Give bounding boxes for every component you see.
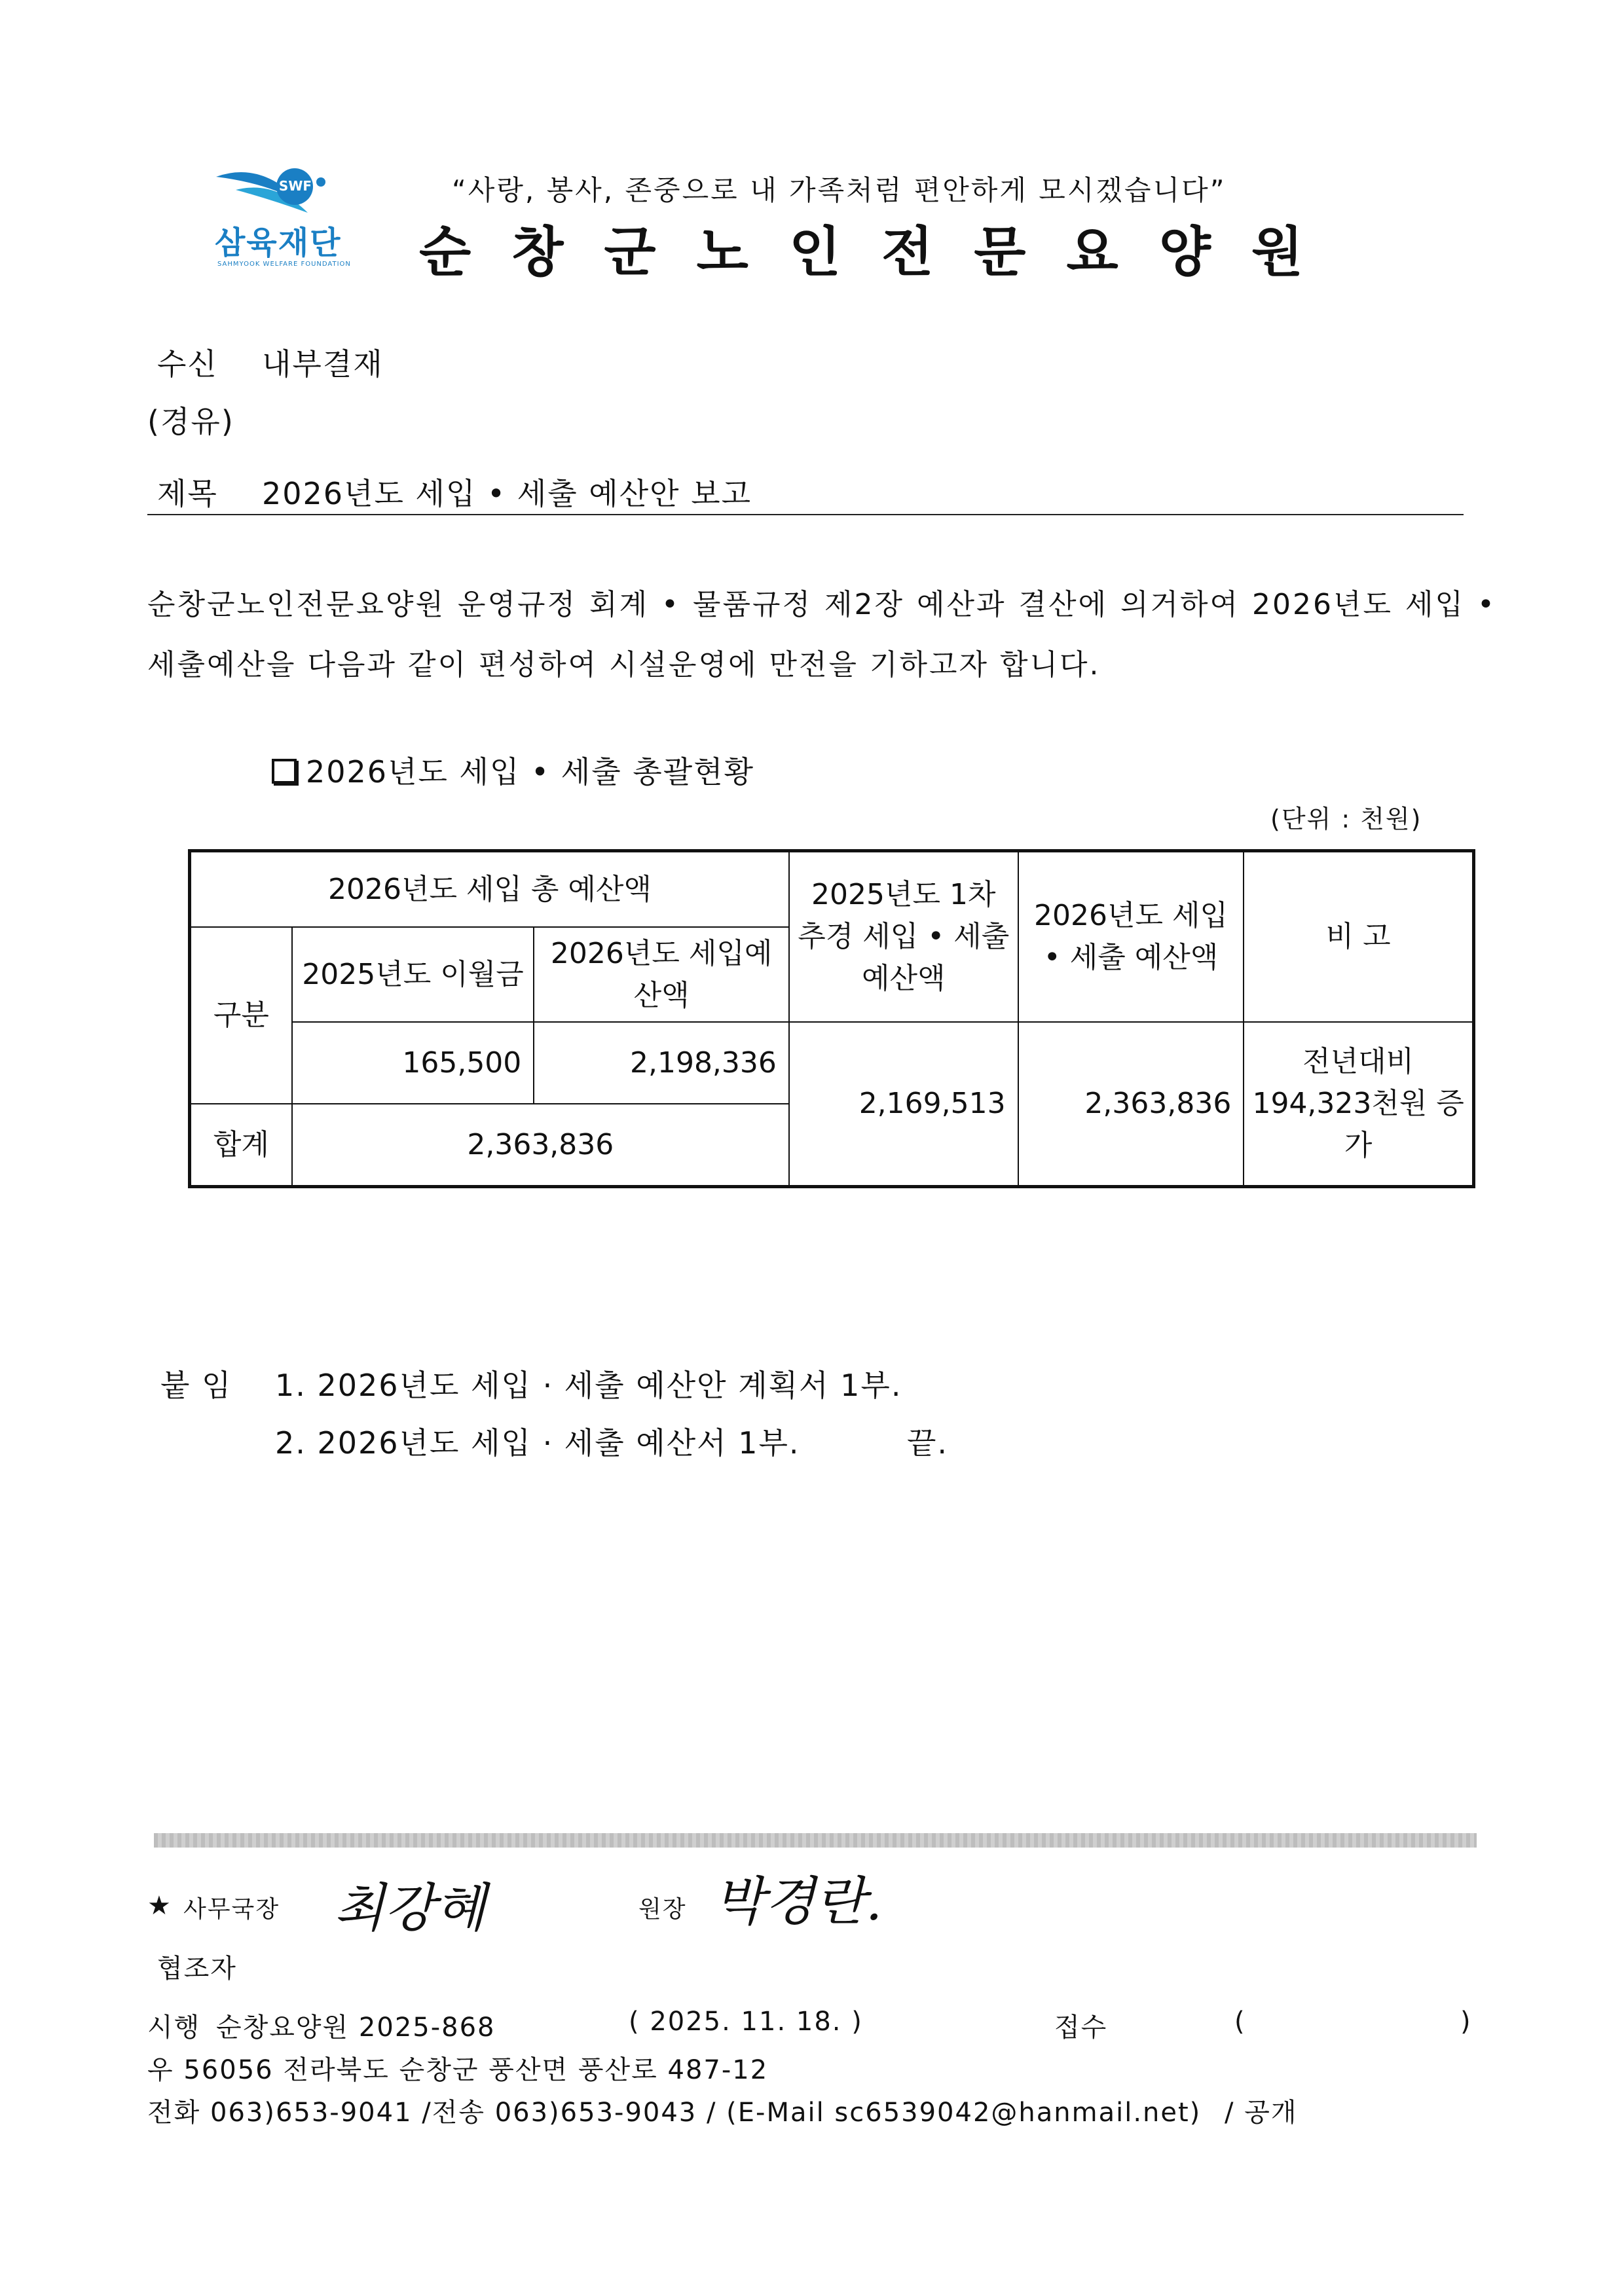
cell-carryover: 165,500	[292, 1022, 534, 1104]
disclosure: / 공개	[1225, 2098, 1298, 2128]
logo-name: 삼육재단	[215, 225, 342, 261]
receipt-close: )	[1460, 2007, 1472, 2037]
subject-label: 제목	[157, 476, 218, 511]
receipt-label: 접수	[1054, 2013, 1108, 2043]
doc-number: 순창요양원 2025-868	[216, 2013, 496, 2043]
slogan: “사랑, 봉사, 존중으로 내 가족처럼 편안하게 모시겠습니다”	[452, 174, 1227, 206]
attachment-label: 붙 임	[160, 1368, 232, 1403]
address: 우 56056 전라북도 순창군 풍산면 풍산로 487-12	[147, 2055, 769, 2085]
attachment-item-2: 2. 2026년도 세입 · 세출 예산서 1부.	[275, 1425, 800, 1461]
header-revenue-budget: 2026년도 세입예산액	[534, 927, 789, 1022]
star-icon: ★	[147, 1891, 172, 1921]
total-value: 2,363,836	[292, 1104, 789, 1186]
body-paragraph: 순창군노인전문요양원 운영규정 회계 • 물품규정 제2장 예산과 결산에 의거하여 2026년도 세입 • 세출예산을 다음과 같이 편성하여 시설운영에 만전을 기하고자 합니다.	[147, 588, 1496, 682]
director-signature: 박경란.	[714, 1871, 883, 1932]
logo-subtitle: SAHMYOOK WELFARE FOUNDATION	[217, 261, 351, 268]
cell-budget-2026: 2,363,836	[1018, 1022, 1244, 1186]
budget-summary-table	[190, 851, 1473, 1186]
via-label: (경유)	[147, 404, 234, 439]
header-revenue-total: 2026년도 세입 총 예산액	[191, 852, 789, 927]
total-label: 합계	[191, 1104, 292, 1186]
director-label: 원장	[638, 1896, 687, 1923]
enforcement-label: 시행	[147, 2013, 201, 2043]
secretary-label: 사무국장	[183, 1896, 280, 1923]
checkbox-icon	[272, 759, 297, 784]
header-carryover: 2025년도 이월금	[292, 927, 534, 1022]
org-title: 순창군노인전문요양원	[419, 221, 1344, 283]
unit-label: (단위 : 천원)	[1270, 805, 1422, 833]
recipient-value: 내부결재	[262, 346, 384, 382]
header-category: 구분	[191, 927, 292, 1104]
secretary-signature: 최강혜	[334, 1878, 486, 1939]
section-title: 2026년도 세입 • 세출 총괄현황	[306, 754, 755, 790]
receipt-open: (	[1234, 2007, 1246, 2037]
enforcement-date: ( 2025. 11. 18. )	[629, 2007, 863, 2037]
attachment-item-1: 1. 2026년도 세입 · 세출 예산안 계획서 1부.	[275, 1368, 902, 1403]
header-budget-2026: 2026년도 세입 • 세출 예산액	[1018, 852, 1244, 1022]
subject-value: 2026년도 세입 • 세출 예산안 보고	[262, 476, 752, 511]
cell-supplementary: 2,169,513	[789, 1022, 1018, 1186]
subject-underline	[147, 514, 1464, 515]
header-supplementary: 2025년도 1차 추경 세입 • 세출 예산액	[789, 852, 1018, 1022]
end-mark: 끝.	[907, 1425, 949, 1461]
divider-bar	[154, 1833, 1477, 1848]
section-heading	[272, 748, 754, 792]
header-remarks: 비 고	[1244, 852, 1473, 1022]
logo-badge: SWF	[278, 178, 312, 194]
logo	[210, 164, 367, 275]
cell-revenue-budget: 2,198,336	[534, 1022, 789, 1104]
cell-remarks: 전년대비 194,323천원 증가	[1244, 1022, 1473, 1186]
contact: 전화 063)653-9041 /전송 063)653-9043 / (E-Mail sc6539042@hanmail.net)	[147, 2098, 1202, 2128]
recipient-label: 수신	[157, 346, 218, 382]
cooperator-label: 협조자	[157, 1954, 237, 1984]
